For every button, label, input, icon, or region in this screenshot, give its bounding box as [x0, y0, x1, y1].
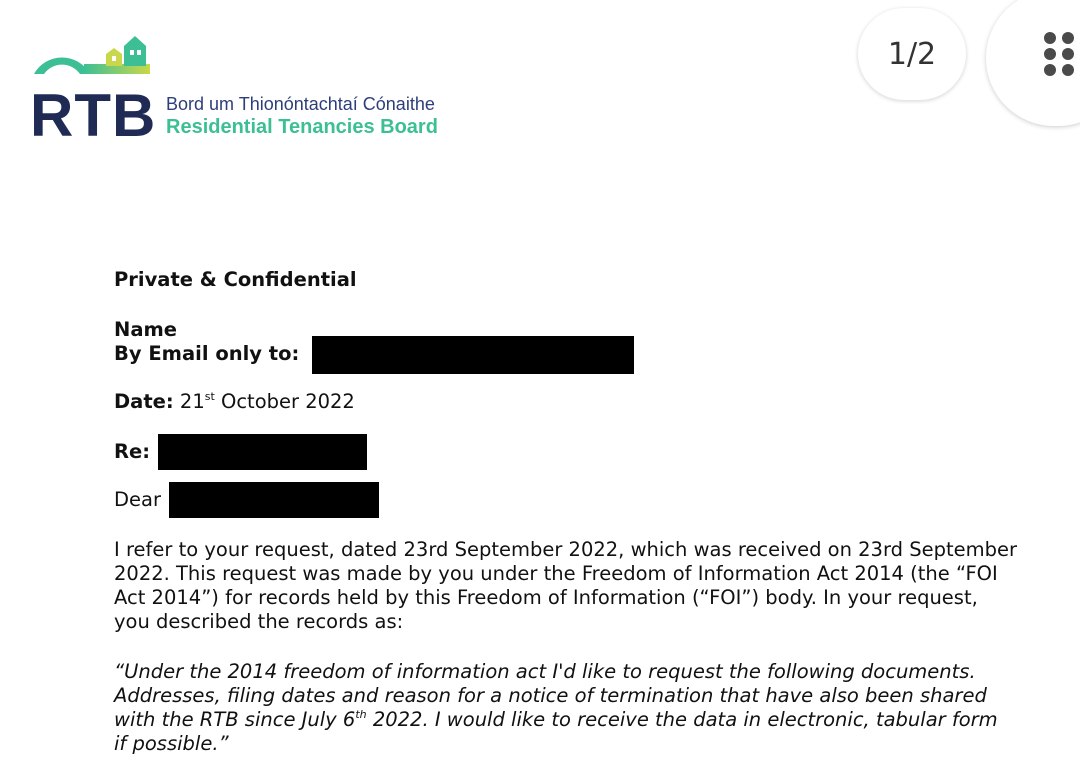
logo-irish-name: Bord um Thionóntachtaí Cónaithe	[166, 94, 435, 114]
date-day: 21	[179, 390, 205, 413]
quote-line-3	[114, 708, 998, 732]
dear-label: Dear	[114, 488, 161, 511]
page-indicator[interactable]: 1/2	[858, 8, 966, 100]
quote-line-1: “Under the 2014 freedom of information act I'd like to request the following documents.	[114, 660, 976, 683]
redaction-email	[312, 336, 634, 374]
quote-line-3-sup: th	[355, 708, 367, 721]
date-rest: October 2022	[214, 390, 355, 413]
quote-line-2: Addresses, filing dates and reason for a notice of termination that have also been shared	[114, 684, 987, 707]
quote-line-3-a: with the RTB since July 6	[114, 708, 356, 731]
grid-dots-icon[interactable]	[1040, 28, 1080, 78]
redaction-re	[158, 434, 367, 470]
logo-letters: RTB	[30, 82, 157, 149]
date-suffix: st	[204, 390, 215, 403]
date-label: Date:	[114, 390, 174, 413]
email-label: By Email only to:	[114, 342, 300, 365]
redaction-dear	[169, 482, 379, 518]
name-label: Name	[114, 318, 178, 341]
rtb-logo	[28, 32, 458, 149]
letter-heading: Private & Confidential	[114, 268, 357, 291]
re-label: Re:	[114, 440, 151, 463]
quote-line-3-b: 2022. I would like to receive the data in electronic, tabular form	[366, 708, 998, 731]
body-line-2: 2022. This request was made by you under the Freedom of Information Act 2014 (the “FOI	[114, 562, 998, 585]
date-line	[114, 390, 355, 414]
body-line-3: Act 2014”) for records held by this Freedom of Information (“FOI”) body. In your request,	[114, 586, 978, 609]
logo-english-name: Residential Tenancies Board	[166, 116, 438, 138]
body-line-4: you described the records as:	[114, 610, 404, 633]
rtb-logo-mark-icon	[28, 32, 153, 82]
quote-line-4: if possible.”	[114, 732, 229, 755]
body-line-1: I refer to your request, dated 23rd September 2022, which was received on 23rd September	[114, 538, 1017, 561]
